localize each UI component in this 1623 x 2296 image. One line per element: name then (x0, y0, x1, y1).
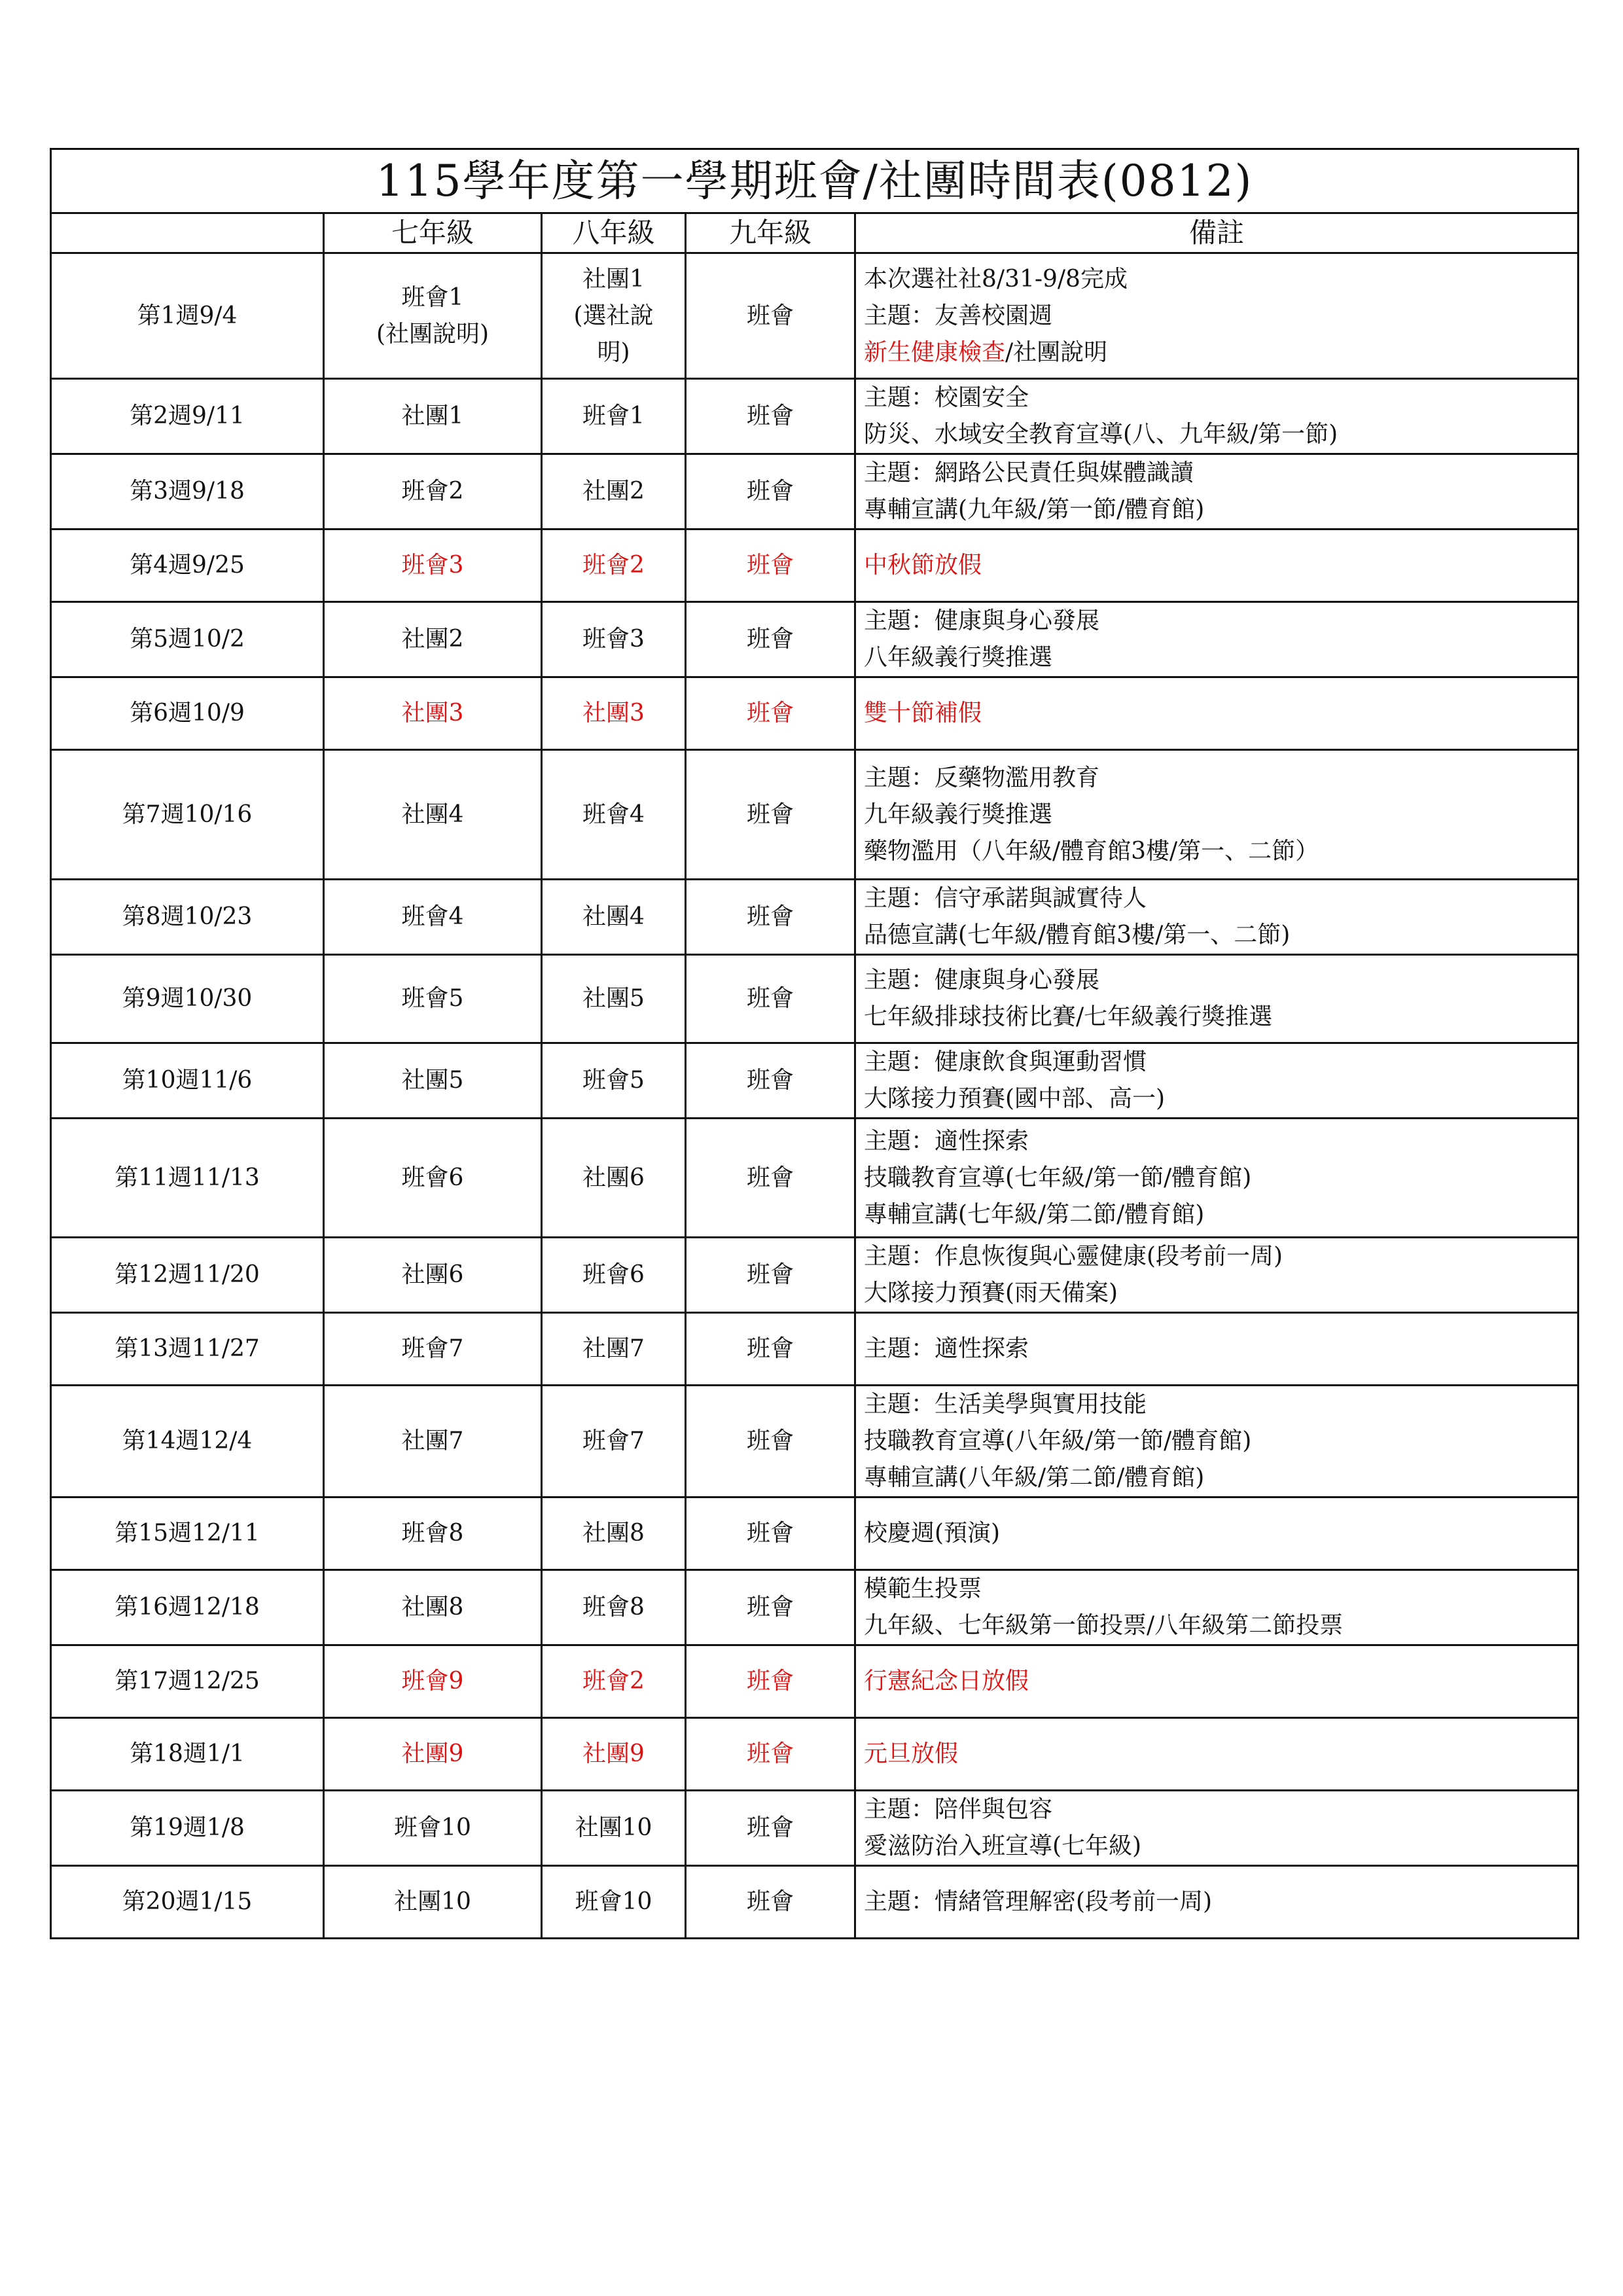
header-grade-7: 七年級 (324, 213, 542, 253)
note-line (864, 1238, 1577, 1275)
grade-8-cell-text: (選社說 (573, 302, 654, 329)
week-cell-text: 第9週10/30 (122, 985, 253, 1012)
week-cell-text: 第17週12/25 (115, 1668, 260, 1695)
header-grade-8: 八年級 (542, 213, 686, 253)
grade-8-cell (542, 1570, 686, 1645)
note-text: 九年級義行獎推選 (864, 800, 1053, 828)
table-row (51, 1791, 1578, 1866)
note-line (864, 1884, 1577, 1920)
note-text: 元旦放假 (864, 1740, 959, 1767)
week-cell-text: 第20週1/15 (122, 1888, 253, 1915)
grade-8-cell-text: 社團9 (582, 1740, 645, 1767)
note-text: 模範生投票 (864, 1575, 982, 1602)
week-cell-text: 第12週11/20 (115, 1261, 260, 1288)
grade-7-cell-text: 社團5 (401, 1067, 464, 1094)
note-line (864, 1571, 1577, 1607)
grade-9-cell (686, 379, 855, 454)
table-row (51, 379, 1578, 454)
grade-7-cell-text: 社團1 (401, 403, 464, 429)
note-line (864, 1331, 1577, 1367)
grade-7-cell (324, 1866, 542, 1939)
week-cell-text: 第1週9/4 (137, 302, 238, 329)
grade-9-cell-text: 班會 (746, 403, 794, 429)
grade-7-cell (324, 1498, 542, 1570)
note-text: 主題：適性探索 (864, 1335, 1029, 1362)
grade-9-cell-text: 班會 (746, 552, 794, 579)
grade-8-cell (542, 677, 686, 750)
note-line (864, 1423, 1577, 1460)
note-text: 主題：網路公民責任與媒體識讀 (864, 459, 1194, 486)
week-cell-text: 第10週11/6 (122, 1067, 253, 1094)
header-week (51, 213, 324, 253)
week-cell-text: 第15週12/11 (115, 1520, 260, 1547)
grade-7-cell-text: 社團2 (401, 626, 464, 653)
note-line (864, 1196, 1577, 1233)
table-row (51, 1119, 1578, 1238)
note-text: 行憲紀念日放假 (864, 1668, 1029, 1695)
table-row (51, 1386, 1578, 1498)
note-text: 主題：適性探索 (864, 1127, 1029, 1155)
grade-9-cell (686, 677, 855, 750)
grade-8-cell-text: 社團8 (582, 1520, 645, 1547)
table-row (51, 529, 1578, 602)
grade-9-cell-text: 班會 (746, 478, 794, 505)
note-line (864, 261, 1577, 298)
note-line (864, 1828, 1577, 1865)
week-cell-text: 第11週11/13 (115, 1164, 260, 1191)
notes-cell (855, 677, 1578, 750)
schedule-sheet (50, 148, 1577, 1939)
table-row (51, 750, 1578, 880)
grade-7-cell (324, 529, 542, 602)
note-line (864, 298, 1577, 334)
note-text: 愛滋防治入班宣導(七年級) (864, 1833, 1142, 1859)
grade-9-cell-text: 班會 (746, 985, 794, 1012)
week-cell-text: 第13週11/27 (115, 1335, 260, 1362)
note-text: 藥物濫用（八年級/體育館3樓/第一、二節） (864, 837, 1319, 865)
note-line (864, 639, 1577, 676)
grade-7-cell (324, 880, 542, 955)
grade-8-cell (542, 1866, 686, 1939)
grade-8-cell (542, 880, 686, 955)
grade-9-cell-text: 班會 (746, 800, 794, 828)
notes-cell (855, 253, 1578, 379)
note-line (864, 1160, 1577, 1196)
grade-7-cell (324, 955, 542, 1043)
table-row (51, 454, 1578, 529)
grade-9-cell (686, 1238, 855, 1313)
grade-8-cell-text: 班會10 (575, 1888, 652, 1915)
grade-9-cell (686, 955, 855, 1043)
notes-cell (855, 955, 1578, 1043)
grade-7-cell (324, 1570, 542, 1645)
grade-8-cell (542, 1238, 686, 1313)
grade-8-cell-text: 班會8 (582, 1594, 645, 1621)
schedule-body (51, 253, 1578, 1939)
notes-cell (855, 602, 1578, 677)
grade-9-cell (686, 1718, 855, 1791)
note-line (864, 1791, 1577, 1828)
table-row (51, 1043, 1578, 1119)
grade-9-cell (686, 1386, 855, 1498)
grade-8-cell-text: 社團3 (582, 700, 645, 726)
note-text: 主題：校園安全 (864, 384, 1029, 411)
note-text: 雙十節補假 (864, 700, 982, 726)
note-line (864, 1386, 1577, 1423)
note-text: 防災、水域安全教育宣導(八、九年級/第一節) (864, 421, 1338, 448)
table-row (51, 1645, 1578, 1718)
grade-7-cell-text: 班會4 (401, 903, 464, 930)
table-row (51, 1570, 1578, 1645)
grade-9-cell (686, 750, 855, 880)
grade-7-cell-text: 社團6 (401, 1261, 464, 1288)
note-text: 校慶週(預演) (864, 1520, 1001, 1547)
grade-9-cell-text: 班會 (746, 700, 794, 726)
grade-7-cell (324, 1119, 542, 1238)
note-text: 主題：友善校園週 (864, 302, 1053, 329)
note-text: 中秋節放假 (864, 552, 982, 579)
notes-cell (855, 750, 1578, 880)
week-cell (51, 1313, 324, 1386)
grade-8-cell (542, 1043, 686, 1119)
grade-7-cell (324, 379, 542, 454)
week-cell-text: 第4週9/25 (130, 552, 245, 579)
grade-8-cell-text: 明) (597, 338, 630, 366)
grade-7-cell (324, 1386, 542, 1498)
grade-7-cell-text: (社團說明) (376, 320, 490, 348)
grade-7-cell-text: 社團7 (401, 1427, 464, 1454)
grade-9-cell (686, 1791, 855, 1866)
grade-8-cell (542, 1119, 686, 1238)
grade-7-cell-text: 班會3 (401, 552, 464, 579)
note-line (864, 695, 1577, 732)
grade-7-cell-text: 社團9 (401, 1740, 464, 1767)
grade-7-cell (324, 1238, 542, 1313)
notes-cell (855, 1313, 1578, 1386)
table-row (51, 1313, 1578, 1386)
notes-cell (855, 1119, 1578, 1238)
page-title: 115學年度第一學期班會/社團時間表(0812) (51, 149, 1578, 213)
week-cell (51, 602, 324, 677)
table-row (51, 955, 1578, 1043)
grade-8-cell (542, 1386, 686, 1498)
note-text: 七年級排球技術比賽/七年級義行獎推選 (864, 1003, 1273, 1030)
note-line (864, 603, 1577, 639)
grade-7-cell (324, 1313, 542, 1386)
grade-8-cell-text: 班會4 (582, 800, 645, 828)
grade-8-cell (542, 379, 686, 454)
note-line (864, 334, 1577, 371)
grade-9-cell (686, 1313, 855, 1386)
note-text: 品德宣講(七年級/體育館3樓/第一、二節) (864, 922, 1291, 948)
week-cell-text: 第8週10/23 (122, 903, 253, 930)
grade-7-cell-text: 班會8 (401, 1520, 464, 1547)
notes-cell (855, 1498, 1578, 1570)
notes-cell (855, 1645, 1578, 1718)
week-cell (51, 1043, 324, 1119)
grade-9-cell-text: 班會 (746, 903, 794, 930)
grade-9-cell-text: 班會 (746, 302, 794, 329)
grade-8-cell (542, 1718, 686, 1791)
grade-8-cell (542, 454, 686, 529)
note-line (864, 833, 1577, 870)
grade-7-cell-text: 社團3 (401, 700, 464, 726)
notes-cell (855, 1718, 1578, 1791)
note-text: 主題：健康飲食與運動習慣 (864, 1049, 1147, 1075)
grade-8-cell-text: 班會2 (582, 552, 645, 579)
grade-7-cell (324, 750, 542, 880)
grade-9-cell-text: 班會 (746, 1335, 794, 1362)
grade-7-cell (324, 454, 542, 529)
grade-8-cell (542, 1313, 686, 1386)
note-text: 專輔宣講(八年級/第二節/體育館) (864, 1464, 1205, 1491)
week-cell-text: 第2週9/11 (130, 403, 245, 429)
grade-8-cell (542, 955, 686, 1043)
week-cell (51, 1498, 324, 1570)
grade-8-cell-text: 社團2 (582, 478, 645, 505)
week-cell (51, 253, 324, 379)
week-cell-text: 第16週12/18 (115, 1594, 260, 1621)
grade-7-cell-text: 班會6 (401, 1164, 464, 1191)
note-line (864, 380, 1577, 416)
notes-cell (855, 1866, 1578, 1939)
grade-9-cell-text: 班會 (746, 1594, 794, 1621)
grade-9-cell-text: 班會 (746, 1261, 794, 1288)
week-cell (51, 1718, 324, 1791)
table-row (51, 677, 1578, 750)
notes-cell (855, 529, 1578, 602)
week-cell (51, 529, 324, 602)
grade-9-cell (686, 1570, 855, 1645)
grade-7-cell-text: 班會1 (401, 283, 464, 311)
week-cell (51, 750, 324, 880)
grade-7-cell (324, 253, 542, 379)
table-row (51, 253, 1578, 379)
grade-9-cell (686, 880, 855, 955)
grade-7-cell (324, 1791, 542, 1866)
notes-cell (855, 1791, 1578, 1866)
grade-7-cell-text: 班會9 (401, 1668, 464, 1695)
note-line (864, 1663, 1577, 1700)
notes-cell (855, 454, 1578, 529)
week-cell (51, 1238, 324, 1313)
grade-9-cell-text: 班會 (746, 1427, 794, 1454)
grade-7-cell-text: 班會7 (401, 1335, 464, 1362)
note-line (864, 1736, 1577, 1772)
grade-8-cell-text: 班會1 (582, 403, 645, 429)
grade-9-cell-text: 班會 (746, 1740, 794, 1767)
grade-9-cell-text: 班會 (746, 1520, 794, 1547)
note-line (864, 455, 1577, 492)
week-cell (51, 1791, 324, 1866)
notes-cell (855, 1386, 1578, 1498)
note-line (864, 416, 1577, 453)
note-text: 大隊接力預賽(國中部、高一) (864, 1085, 1166, 1112)
grade-8-cell (542, 1498, 686, 1570)
grade-8-cell-text: 社團6 (582, 1164, 645, 1191)
note-line (864, 1123, 1577, 1160)
note-text: 技職教育宣導(八年級/第一節/體育館) (864, 1427, 1252, 1454)
note-text: 新生健康檢查 (864, 338, 1006, 366)
week-cell-text: 第19週1/8 (130, 1814, 245, 1841)
table-row (51, 602, 1578, 677)
note-text: 八年級義行獎推選 (864, 644, 1053, 671)
grade-8-cell (542, 750, 686, 880)
header-notes: 備註 (855, 213, 1578, 253)
note-text: 主題：健康與身心發展 (864, 967, 1100, 994)
grade-9-cell-text: 班會 (746, 1888, 794, 1915)
grade-8-cell-text: 社團1 (582, 265, 645, 293)
grade-9-cell (686, 529, 855, 602)
table-row (51, 1718, 1578, 1791)
note-text: 專輔宣講(九年級/第一節/體育館) (864, 496, 1205, 523)
grade-7-cell-text: 班會10 (394, 1814, 471, 1841)
grade-7-cell (324, 677, 542, 750)
grade-8-cell (542, 529, 686, 602)
grade-9-cell (686, 1645, 855, 1718)
note-text: 專輔宣講(七年級/第二節/體育館) (864, 1200, 1205, 1228)
note-line (864, 492, 1577, 528)
note-text: 主題：情緒管理解密(段考前一周) (864, 1888, 1213, 1915)
note-text: 本次選社社8/31-9/8完成 (864, 265, 1128, 293)
header-row (51, 213, 1578, 253)
note-text: 主題：作息恢復與心靈健康(段考前一周) (864, 1243, 1283, 1270)
grade-7-cell-text: 班會5 (401, 985, 464, 1012)
grade-8-cell-text: 社團5 (582, 985, 645, 1012)
grade-9-cell (686, 602, 855, 677)
note-text: 主題：生活美學與實用技能 (864, 1391, 1147, 1418)
week-cell (51, 1386, 324, 1498)
grade-7-cell (324, 1718, 542, 1791)
grade-9-cell (686, 253, 855, 379)
header-grade-9: 九年級 (686, 213, 855, 253)
notes-cell (855, 880, 1578, 955)
note-text: 主題：陪伴與包容 (864, 1796, 1053, 1823)
week-cell (51, 1119, 324, 1238)
note-line (864, 880, 1577, 917)
note-text: 大隊接力預賽(雨天備案) (864, 1280, 1118, 1306)
note-line (864, 962, 1577, 999)
grade-8-cell-text: 班會7 (582, 1427, 645, 1454)
table-row (51, 880, 1578, 955)
grade-9-cell (686, 1866, 855, 1939)
note-line (864, 760, 1577, 797)
grade-8-cell (542, 1645, 686, 1718)
grade-8-cell-text: 班會2 (582, 1668, 645, 1695)
grade-8-cell-text: 班會6 (582, 1261, 645, 1288)
note-text: 技職教育宣導(七年級/第一節/體育館) (864, 1164, 1252, 1191)
grade-7-cell (324, 602, 542, 677)
grade-7-cell-text: 社團8 (401, 1594, 464, 1621)
grade-7-cell-text: 班會2 (401, 478, 464, 505)
grade-9-cell-text: 班會 (746, 626, 794, 653)
grade-8-cell-text: 社團7 (582, 1335, 645, 1362)
week-cell (51, 454, 324, 529)
note-line (864, 1275, 1577, 1312)
week-cell-text: 第3週9/18 (130, 478, 245, 505)
week-cell (51, 880, 324, 955)
table-row (51, 1238, 1578, 1313)
note-line (864, 1515, 1577, 1552)
grade-9-cell (686, 1498, 855, 1570)
week-cell-text: 第14週12/4 (122, 1427, 253, 1454)
grade-7-cell (324, 1645, 542, 1718)
grade-8-cell-text: 社團4 (582, 903, 645, 930)
notes-cell (855, 1043, 1578, 1119)
grade-9-cell-text: 班會 (746, 1164, 794, 1191)
grade-8-cell-text: 班會5 (582, 1067, 645, 1094)
notes-cell (855, 1238, 1578, 1313)
note-line (864, 917, 1577, 954)
note-line (864, 547, 1577, 584)
notes-cell (855, 1570, 1578, 1645)
grade-9-cell-text: 班會 (746, 1067, 794, 1094)
week-cell-text: 第7週10/16 (122, 800, 253, 828)
week-cell (51, 955, 324, 1043)
grade-9-cell-text: 班會 (746, 1814, 794, 1841)
grade-8-cell-text: 班會3 (582, 626, 645, 653)
week-cell (51, 1570, 324, 1645)
week-cell-text: 第18週1/1 (130, 1740, 245, 1767)
week-cell (51, 1645, 324, 1718)
note-text: 主題：信守承諾與誠實待人 (864, 885, 1147, 912)
grade-8-cell (542, 602, 686, 677)
grade-9-cell (686, 454, 855, 529)
note-text: 主題：反藥物濫用教育 (864, 764, 1100, 791)
week-cell (51, 1866, 324, 1939)
grade-9-cell (686, 1119, 855, 1238)
grade-9-cell-text: 班會 (746, 1668, 794, 1695)
note-line (864, 1044, 1577, 1081)
grade-7-cell (324, 1043, 542, 1119)
note-line (864, 999, 1577, 1035)
notes-cell (855, 379, 1578, 454)
week-cell (51, 379, 324, 454)
note-text-suffix: /社團說明 (1005, 338, 1108, 366)
grade-8-cell-text: 社團10 (575, 1814, 652, 1841)
grade-9-cell (686, 1043, 855, 1119)
note-line (864, 1607, 1577, 1644)
week-cell-text: 第5週10/2 (130, 626, 245, 653)
table-row (51, 1498, 1578, 1570)
note-line (864, 1460, 1577, 1496)
note-text: 主題：健康與身心發展 (864, 607, 1100, 634)
grade-7-cell-text: 社團10 (394, 1888, 471, 1915)
schedule-table (50, 148, 1579, 1939)
table-row (51, 1866, 1578, 1939)
grade-7-cell-text: 社團4 (401, 800, 464, 828)
week-cell (51, 677, 324, 750)
note-line (864, 1081, 1577, 1117)
grade-8-cell (542, 253, 686, 379)
grade-8-cell (542, 1791, 686, 1866)
note-text: 九年級、七年級第一節投票/八年級第二節投票 (864, 1612, 1344, 1639)
note-line (864, 797, 1577, 833)
week-cell-text: 第6週10/9 (130, 700, 245, 726)
